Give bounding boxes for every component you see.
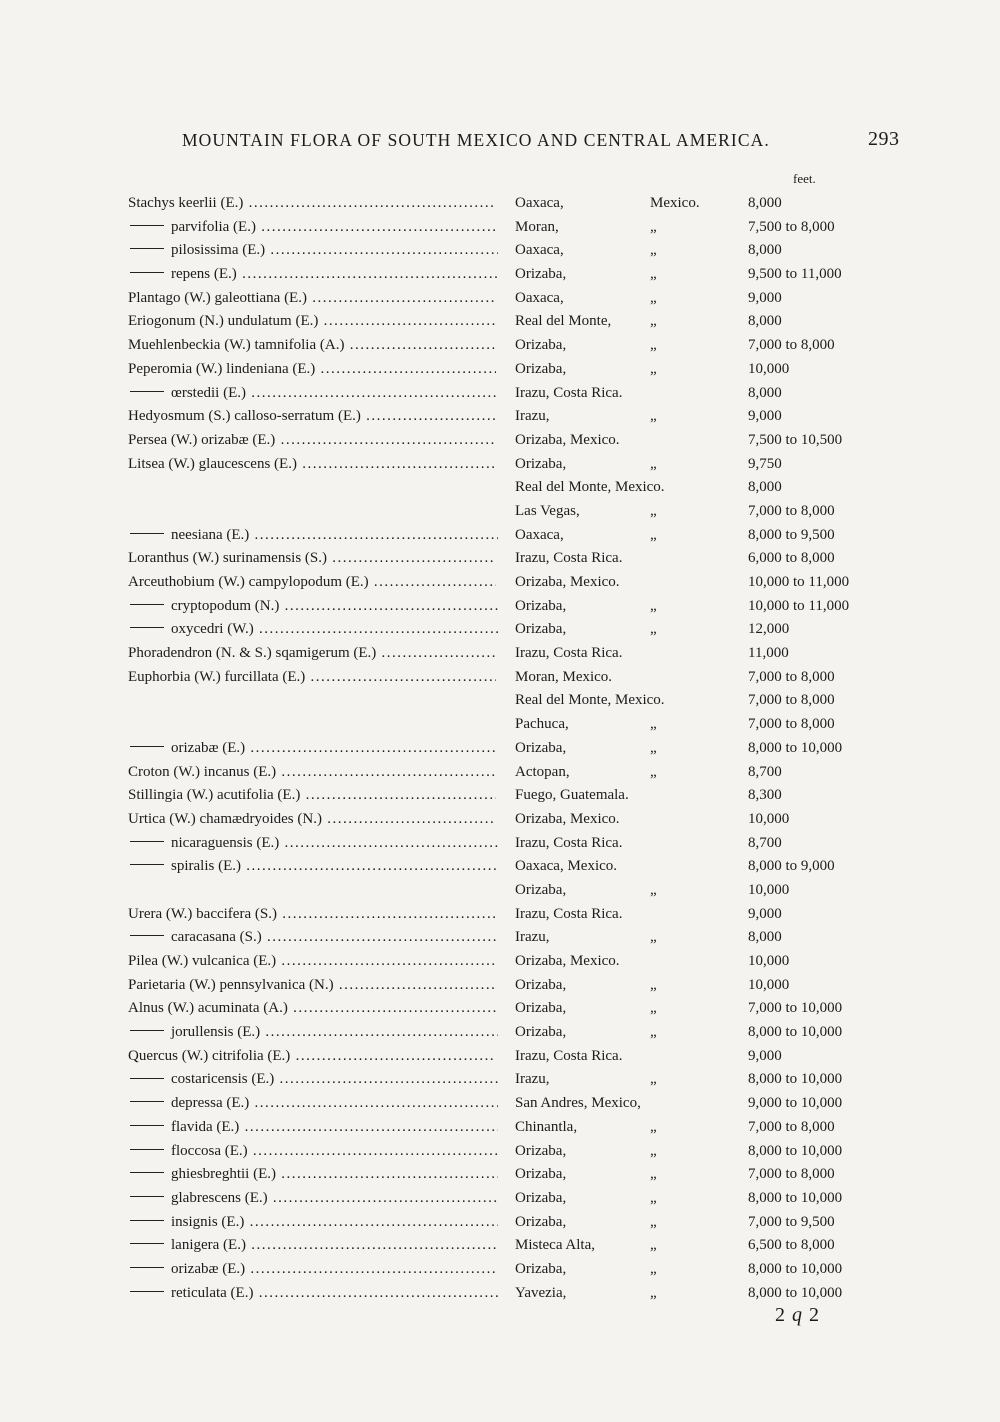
ditto-mark: „: [650, 266, 657, 283]
ditto-dash: [130, 1125, 164, 1126]
altitude: 7,000 to 8,000: [748, 337, 835, 354]
locality: Misteca Alta,: [515, 1237, 595, 1254]
locality: Fuego, Guatemala.: [515, 787, 629, 804]
altitude: 7,000 to 8,000: [748, 716, 835, 733]
species-name: [128, 903, 496, 927]
name-text: Litsea (W.) glaucescens (E.) .....: [128, 456, 496, 472]
table-row: [0, 1092, 1000, 1116]
altitude: 7,000 to 10,000: [748, 1000, 843, 1017]
name-text: cryptopodum (N.) .....: [171, 598, 498, 614]
locality: Chinantla,: [515, 1118, 578, 1135]
name-text: Persea (W.) orizabæ (E.) .....: [128, 432, 496, 448]
species-epithet: [130, 1140, 498, 1164]
altitude: 10,000: [748, 953, 790, 969]
locality: Orizaba,: [515, 597, 567, 614]
ditto-dash: [130, 841, 164, 842]
altitude: 9,000: [748, 408, 782, 425]
table-row: [0, 855, 1000, 879]
table-row: [0, 1282, 1000, 1306]
name-text: Alnus (W.) acuminata (A.) .....: [128, 1000, 496, 1016]
species-name: [128, 287, 496, 311]
ditto-dash: [130, 1220, 164, 1221]
ditto-dash: [130, 1267, 164, 1268]
name-text: costaricensis (E.) .....: [171, 1071, 498, 1087]
altitude: 8,000 to 9,500: [748, 526, 835, 543]
name-text: repens (E.) .....: [171, 266, 498, 282]
altitude: 7,000 to 9,500: [748, 1213, 835, 1230]
species-epithet: [130, 855, 498, 879]
country: Mexico.: [650, 195, 700, 211]
ditto-mark: „: [650, 1142, 657, 1159]
altitude: 8,000 to 10,000: [748, 739, 843, 756]
species-name: [128, 310, 496, 334]
name-text: parvifolia (E.) .....: [171, 219, 498, 235]
altitude: 10,000: [748, 810, 790, 827]
altitude: 8,000 to 10,000: [748, 1260, 843, 1277]
locality: Orizaba, Mexico.: [515, 953, 620, 969]
altitude: 11,000: [748, 645, 789, 662]
locality: Oaxaca, Mexico.: [515, 858, 618, 875]
table-row: [0, 689, 1000, 713]
species-epithet: [130, 737, 498, 761]
ditto-mark: „: [650, 976, 657, 993]
species-name: [128, 453, 496, 477]
name-text: glabrescens (E.) .....: [171, 1190, 498, 1206]
locality: Orizaba,: [515, 1260, 567, 1277]
table-row: [0, 761, 1000, 785]
species-name: [128, 334, 496, 358]
name-text: ghiesbreghtii (E.) .....: [171, 1166, 498, 1182]
locality: Real del Monte, Mexico.: [515, 479, 665, 496]
species-epithet: [130, 1211, 498, 1235]
name-text: Euphorbia (W.) furcillata (E.) .....: [128, 669, 496, 685]
table-row: [0, 1045, 1000, 1069]
locality: Orizaba,: [515, 881, 567, 898]
table-row: [0, 1163, 1000, 1187]
name-text: Peperomia (W.) lindeniana (E.) .....: [128, 361, 496, 377]
species-epithet: [130, 524, 498, 548]
name-text: Plantago (W.) galeottiana (E.) .....: [128, 290, 496, 306]
species-epithet: [130, 239, 498, 263]
altitude: 8,000 to 10,000: [748, 1071, 843, 1088]
name-text: Stachys keerlii (E.) .....: [128, 195, 496, 211]
altitude: 8,000: [748, 242, 782, 259]
name-text: jorullensis (E.) .....: [171, 1024, 498, 1040]
table-row: [0, 287, 1000, 311]
locality: Irazu, Costa Rica.: [515, 550, 623, 567]
locality: Oaxaca,: [515, 526, 564, 543]
table-row: [0, 216, 1000, 240]
ditto-dash: [130, 1101, 164, 1102]
name-text: Hedyosmum (S.) calloso-serratum (E.) .....: [128, 408, 496, 424]
locality: Orizaba,: [515, 1142, 567, 1159]
name-text: Quercus (W.) citrifolia (E.) .....: [128, 1048, 496, 1064]
altitude-unit-label: feet.: [793, 171, 816, 186]
species-epithet: [130, 1021, 498, 1045]
species-name: [128, 192, 496, 216]
name-text: spiralis (E.) .....: [171, 858, 498, 874]
locality: Orizaba,: [515, 337, 567, 354]
name-text: pilosissima (E.) .....: [171, 242, 498, 258]
altitude: 7,000 to 8,000: [748, 502, 835, 519]
name-text: depressa (E.) .....: [171, 1095, 498, 1111]
table-row: [0, 334, 1000, 358]
locality: Irazu, Costa Rica.: [515, 905, 623, 922]
species-name: [128, 358, 496, 382]
table-row: [0, 879, 1000, 903]
species-name: [128, 642, 496, 666]
altitude: 8,000: [748, 313, 782, 330]
ditto-mark: „: [650, 621, 657, 638]
locality: Orizaba,: [515, 621, 567, 638]
table-row: [0, 524, 1000, 548]
table-row: [0, 926, 1000, 950]
ditto-mark: „: [650, 1071, 657, 1088]
ditto-dash: [130, 1078, 164, 1079]
locality: Real del Monte, Mexico.: [515, 692, 665, 709]
locality: Irazu,: [515, 1071, 550, 1088]
table-row: [0, 192, 1000, 216]
printer-signature-mark: 2 q 2: [775, 1304, 820, 1326]
ditto-mark: „: [650, 1000, 657, 1017]
altitude: 8,000 to 9,000: [748, 858, 835, 875]
locality: Oaxaca,: [515, 195, 564, 211]
name-text: Parietaria (W.) pennsylvanica (N.) .....: [128, 977, 496, 993]
name-text: Urera (W.) baccifera (S.) .....: [128, 906, 496, 922]
locality: Las Vegas,: [515, 502, 580, 519]
ditto-mark: „: [650, 1213, 657, 1230]
table-row: [0, 239, 1000, 263]
name-text: nicaraguensis (E.) .....: [171, 835, 498, 851]
table-row: [0, 713, 1000, 737]
altitude: 8,000: [748, 929, 782, 946]
locality: Orizaba,: [515, 1213, 567, 1230]
altitude: 8,000: [748, 195, 782, 211]
ditto-dash: [130, 864, 164, 865]
altitude: 8,300: [748, 787, 782, 804]
ditto-mark: „: [650, 502, 657, 519]
ditto-mark: „: [650, 360, 657, 377]
ditto-dash: [130, 935, 164, 936]
page-number: 293: [868, 128, 900, 150]
species-name: [128, 547, 496, 571]
locality: Orizaba,: [515, 1166, 567, 1183]
ditto-dash: [130, 1149, 164, 1150]
ditto-dash: [130, 272, 164, 273]
table-row: [0, 1068, 1000, 1092]
name-text: œrstedii (E.) .....: [171, 385, 498, 401]
table-row: [0, 1140, 1000, 1164]
name-text: Loranthus (W.) surinamensis (S.) .....: [128, 550, 496, 566]
table-row: [0, 1211, 1000, 1235]
ditto-mark: „: [650, 1166, 657, 1183]
species-name: [128, 974, 496, 998]
species-epithet: [130, 1116, 498, 1140]
locality: Orizaba,: [515, 1024, 567, 1041]
locality: Irazu,: [515, 929, 550, 946]
table-row: [0, 429, 1000, 453]
altitude: 8,700: [748, 763, 782, 780]
name-text: caracasana (S.) .....: [171, 929, 498, 945]
altitude: 9,750: [748, 455, 782, 472]
ditto-mark: „: [650, 218, 657, 235]
ditto-mark: „: [650, 739, 657, 756]
table-row: [0, 997, 1000, 1021]
ditto-mark: „: [650, 1237, 657, 1254]
name-text: Muehlenbeckia (W.) tamnifolia (A.) .....: [128, 337, 496, 353]
name-text: insignis (E.) .....: [171, 1214, 498, 1230]
table-row: [0, 310, 1000, 334]
species-name: [128, 808, 496, 832]
altitude: 9,000 to 10,000: [748, 1095, 843, 1112]
table-row: [0, 453, 1000, 477]
altitude: 7,500 to 10,500: [748, 431, 843, 448]
altitude: 8,000 to 10,000: [748, 1024, 843, 1041]
altitude: 7,000 to 8,000: [748, 1166, 835, 1183]
altitude: 7,000 to 8,000: [748, 692, 835, 709]
species-epithet: [130, 1163, 498, 1187]
table-row: [0, 737, 1000, 761]
species-name: [128, 429, 496, 453]
running-header: MOUNTAIN FLORA OF SOUTH MEXICO AND CENTRAL AMERICA.: [182, 130, 770, 150]
ditto-dash: [130, 1030, 164, 1031]
locality: Actopan,: [515, 763, 570, 780]
locality: Orizaba, Mexico.: [515, 431, 620, 448]
locality: Yavezia,: [515, 1284, 567, 1301]
locality: Orizaba, Mexico.: [515, 810, 620, 827]
locality: Real del Monte,: [515, 313, 612, 330]
altitude: 7,000 to 8,000: [748, 1118, 835, 1135]
ditto-mark: „: [650, 1024, 657, 1041]
species-epithet: [130, 926, 498, 950]
locality: Moran,: [515, 218, 559, 235]
altitude: 9,500 to 11,000: [748, 266, 842, 283]
species-epithet: [130, 595, 498, 619]
altitude: 10,000: [748, 881, 790, 898]
altitude: 8,000 to 10,000: [748, 1189, 843, 1206]
table-row: [0, 405, 1000, 429]
ditto-dash: [130, 1172, 164, 1173]
locality: Orizaba,: [515, 1189, 567, 1206]
name-text: orizabæ (E.) .....: [171, 740, 498, 756]
ditto-dash: [130, 627, 164, 628]
ditto-dash: [130, 225, 164, 226]
name-text: floccosa (E.) .....: [171, 1143, 498, 1159]
altitude: 9,000: [748, 289, 782, 306]
ditto-mark: „: [650, 716, 657, 733]
ditto-dash: [130, 1291, 164, 1292]
locality: Irazu, Costa Rica.: [515, 1047, 623, 1064]
locality: Orizaba, Mexico.: [515, 574, 620, 590]
table-row: [0, 1116, 1000, 1140]
locality: Orizaba,: [515, 739, 567, 756]
altitude: 6,500 to 8,000: [748, 1237, 835, 1254]
species-epithet: [130, 1092, 498, 1116]
name-text: Urtica (W.) chamædryoides (N.) .....: [128, 811, 496, 827]
species-epithet: [130, 832, 498, 856]
species-epithet: [130, 618, 498, 642]
ditto-mark: „: [650, 763, 657, 780]
altitude: 8,000 to 10,000: [748, 1284, 843, 1301]
locality: Pachuca,: [515, 716, 569, 733]
locality: Orizaba,: [515, 1000, 567, 1017]
name-text: Stillingia (W.) acutifolia (E.) .....: [128, 787, 496, 803]
altitude: 12,000: [748, 621, 790, 638]
locality: Orizaba,: [515, 266, 567, 283]
altitude: 8,000: [748, 479, 782, 496]
table-row: [0, 595, 1000, 619]
locality: Irazu,: [515, 408, 550, 425]
locality: Irazu, Costa Rica.: [515, 645, 623, 662]
name-text: Phoradendron (N. & S.) sqamigerum (E.) .....: [128, 645, 496, 661]
table-row: [0, 358, 1000, 382]
species-epithet: [130, 1234, 498, 1258]
ditto-dash: [130, 533, 164, 534]
table-row: [0, 1021, 1000, 1045]
table-row: [0, 784, 1000, 808]
table-row: [0, 642, 1000, 666]
altitude: 9,000: [748, 905, 782, 922]
altitude: 7,000 to 8,000: [748, 668, 835, 685]
ditto-dash: [130, 746, 164, 747]
table-row: [0, 476, 1000, 500]
table-row: [0, 950, 1000, 974]
table-row: [0, 500, 1000, 524]
altitude: 7,500 to 8,000: [748, 218, 835, 235]
table-row: [0, 382, 1000, 406]
altitude: 6,000 to 8,000: [748, 550, 835, 567]
ditto-mark: „: [650, 597, 657, 614]
species-name: [128, 761, 496, 785]
species-name: [128, 405, 496, 429]
table-row: [0, 974, 1000, 998]
locality: Moran, Mexico.: [515, 668, 613, 685]
table-row: [0, 263, 1000, 287]
table-row: [0, 1187, 1000, 1211]
species-name: [128, 1045, 496, 1069]
locality: Irazu, Costa Rica.: [515, 834, 623, 851]
species-name: [128, 950, 496, 974]
locality: Orizaba,: [515, 360, 567, 377]
altitude: 10,000 to 11,000: [748, 597, 850, 614]
altitude: 9,000: [748, 1047, 782, 1064]
species-name: [128, 666, 496, 690]
name-text: oxycedri (W.) .....: [171, 621, 498, 637]
ditto-mark: „: [650, 455, 657, 472]
locality: San Andres, Mexico,: [515, 1095, 641, 1112]
table-row: [0, 808, 1000, 832]
ditto-mark: „: [650, 1284, 657, 1301]
name-text: lanigera (E.) .....: [171, 1237, 498, 1253]
species-epithet: [130, 382, 498, 406]
ditto-mark: „: [650, 289, 657, 306]
name-text: orizabæ (E.) .....: [171, 1261, 498, 1277]
ditto-mark: „: [650, 1260, 657, 1277]
species-epithet: [130, 1187, 498, 1211]
ditto-dash: [130, 604, 164, 605]
ditto-mark: „: [650, 881, 657, 898]
altitude: 10,000 to 11,000: [748, 574, 850, 590]
name-text: Croton (W.) incanus (E.) .....: [128, 764, 496, 780]
species-altitude-table: [0, 192, 1000, 1305]
name-text: neesiana (E.) .....: [171, 527, 498, 543]
ditto-mark: „: [650, 1189, 657, 1206]
species-name: [128, 784, 496, 808]
ditto-mark: „: [650, 1118, 657, 1135]
altitude: 8,000 to 10,000: [748, 1142, 843, 1159]
table-row: [0, 903, 1000, 927]
table-row: [0, 618, 1000, 642]
species-name: [128, 571, 496, 595]
ditto-mark: „: [650, 313, 657, 330]
altitude: 10,000: [748, 976, 790, 993]
locality: Oaxaca,: [515, 289, 564, 306]
locality: Irazu, Costa Rica.: [515, 384, 623, 401]
ditto-mark: „: [650, 408, 657, 425]
ditto-mark: „: [650, 526, 657, 543]
altitude: 8,700: [748, 834, 782, 851]
species-epithet: [130, 1068, 498, 1092]
table-row: [0, 1258, 1000, 1282]
locality: Orizaba,: [515, 455, 567, 472]
species-epithet: [130, 263, 498, 287]
ditto-mark: „: [650, 337, 657, 354]
table-row: [0, 832, 1000, 856]
ditto-mark: „: [650, 929, 657, 946]
table-row: [0, 666, 1000, 690]
locality: Orizaba,: [515, 976, 567, 993]
name-text: Pilea (W.) vulcanica (E.) .....: [128, 953, 496, 969]
table-row: [0, 1234, 1000, 1258]
species-epithet: [130, 1282, 498, 1306]
altitude: 10,000: [748, 360, 790, 377]
table-row: [0, 571, 1000, 595]
name-text: flavida (E.) .....: [171, 1119, 498, 1135]
species-name: [128, 997, 496, 1021]
species-epithet: [130, 216, 498, 240]
ditto-dash: [130, 391, 164, 392]
altitude: 8,000: [748, 384, 782, 401]
ditto-dash: [130, 1243, 164, 1244]
ditto-mark: „: [650, 242, 657, 259]
table-row: [0, 547, 1000, 571]
species-epithet: [130, 1258, 498, 1282]
ditto-dash: [130, 248, 164, 249]
name-text: Arceuthobium (W.) campylopodum (E.) .....: [128, 574, 496, 590]
name-text: Eriogonum (N.) undulatum (E.) .....: [128, 313, 496, 329]
ditto-dash: [130, 1196, 164, 1197]
locality: Oaxaca,: [515, 242, 564, 259]
name-text: reticulata (E.) .....: [171, 1285, 498, 1301]
